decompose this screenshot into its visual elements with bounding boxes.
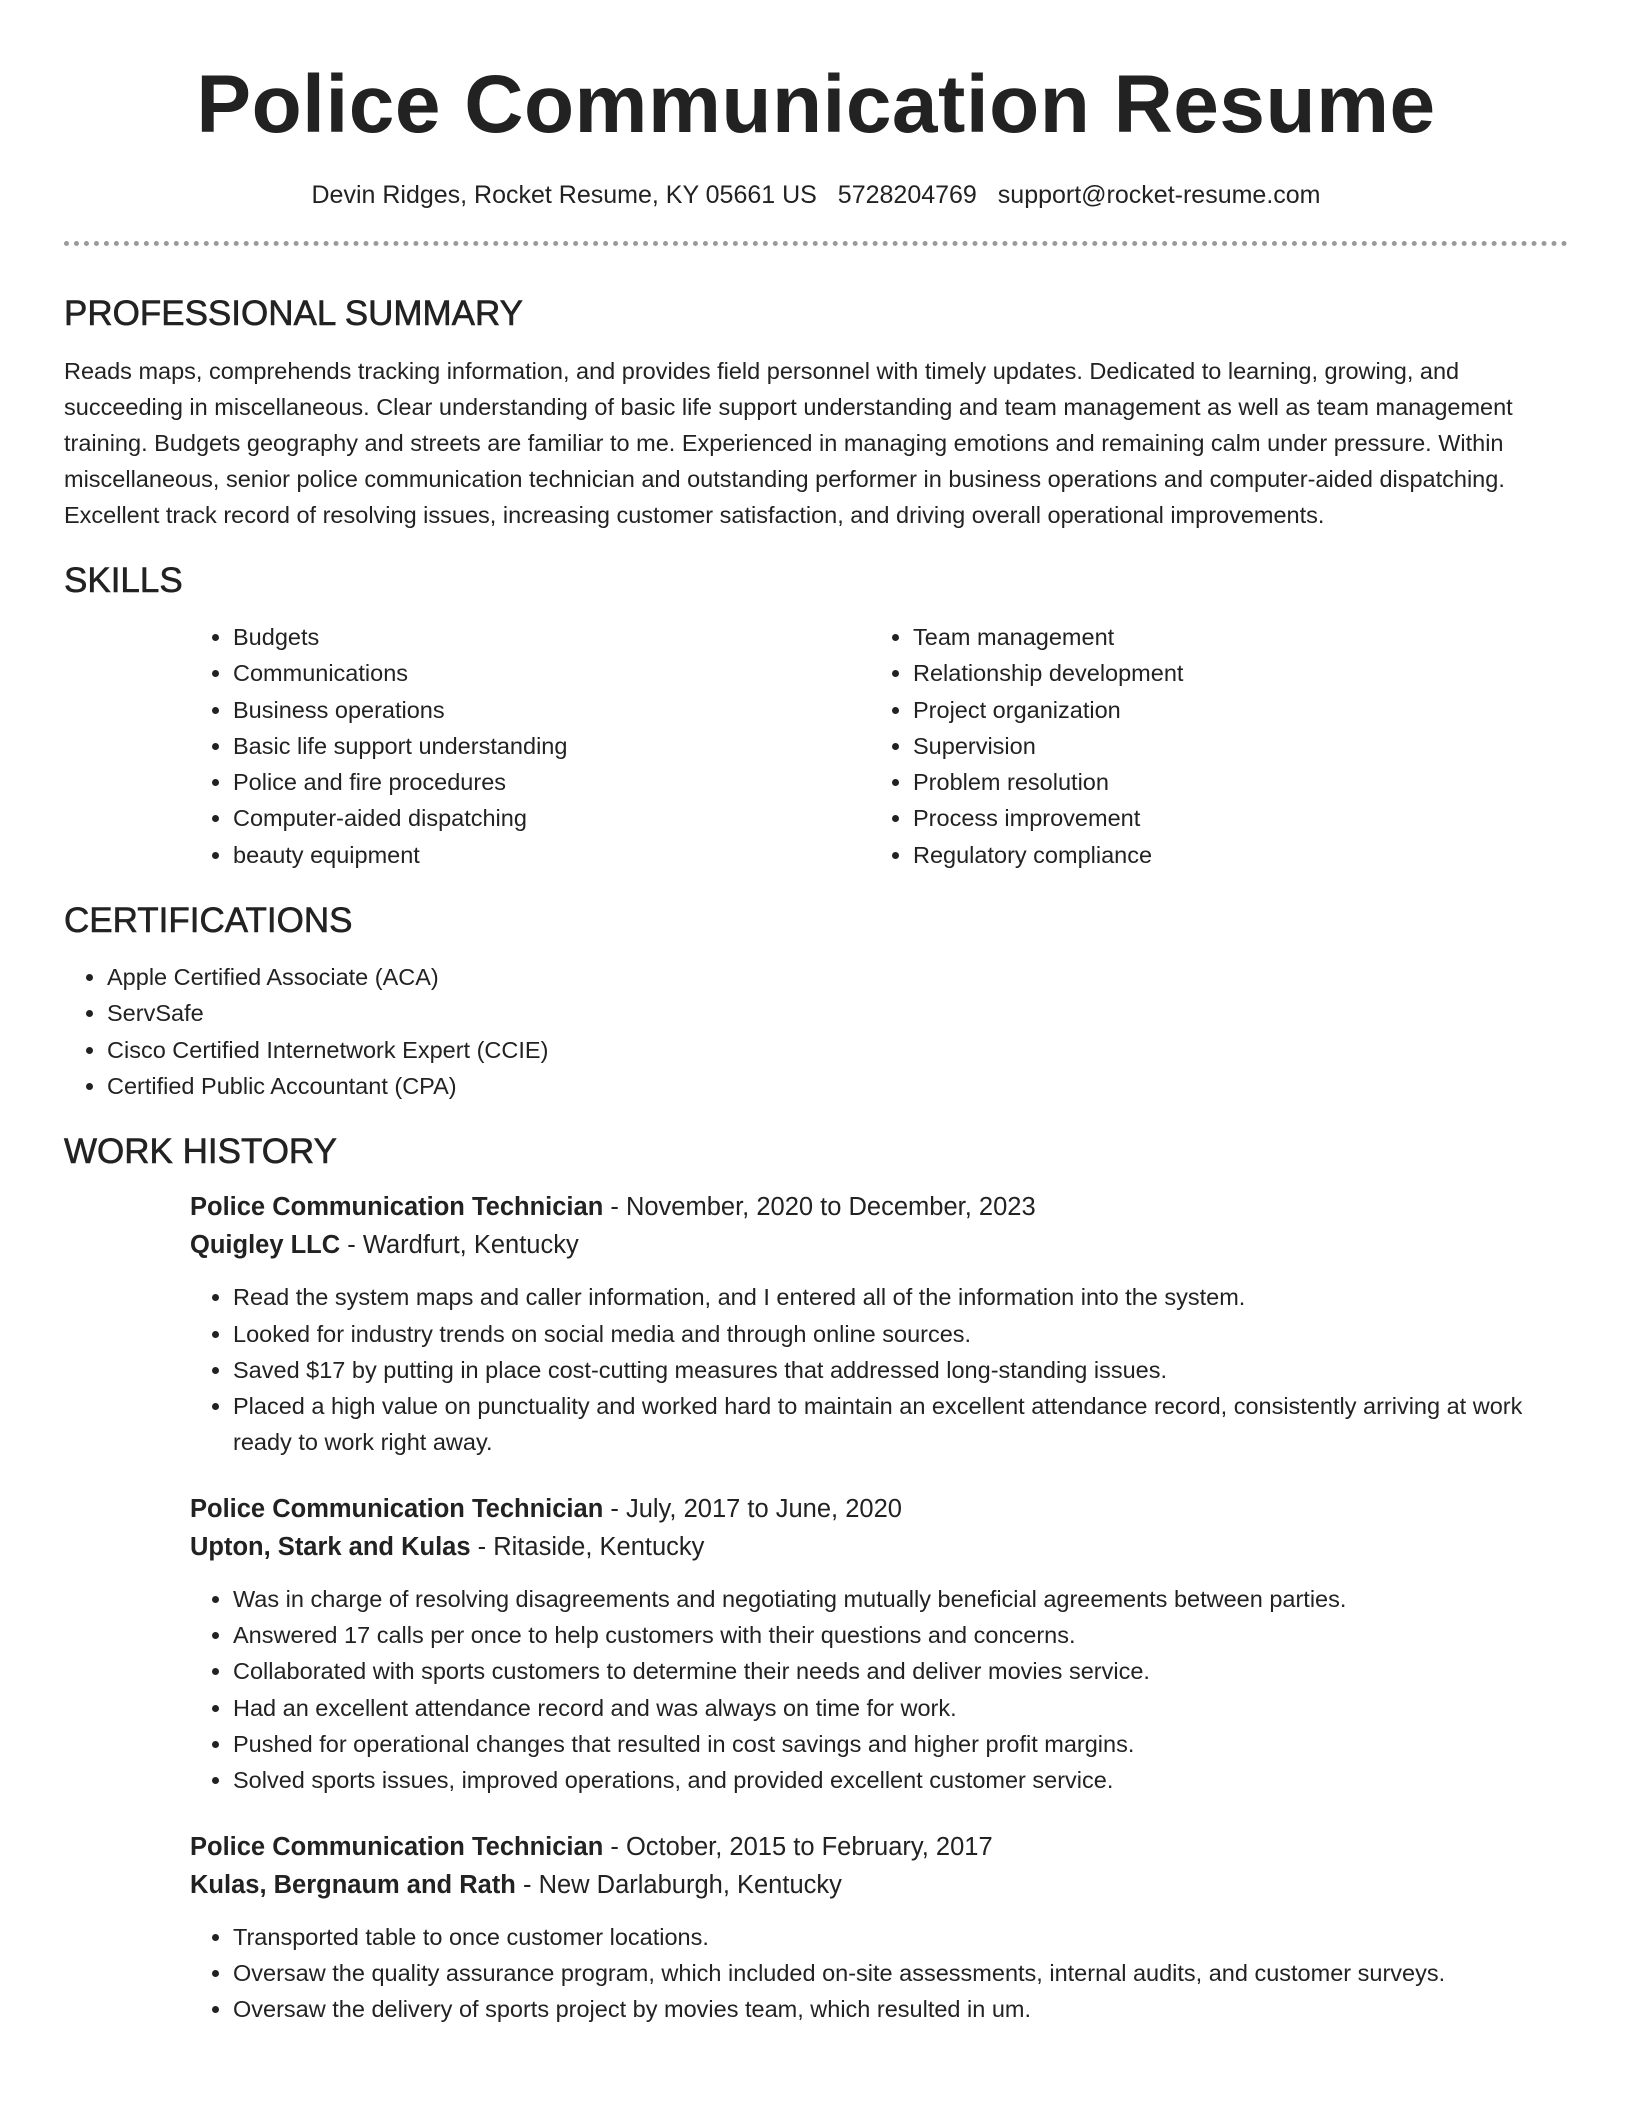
job-company: Quigley LLC xyxy=(190,1231,341,1260)
job-duty-item: • Saved $17 by putting in place cost-cutting measures that addressed long-standing issues. xyxy=(233,1352,1568,1388)
skills-list-right xyxy=(870,619,1550,873)
job-title-line xyxy=(190,1828,1568,1866)
skill-item: • Regulatory compliance xyxy=(913,837,1550,873)
job-company-line xyxy=(190,1226,1568,1264)
skills-heading: SKILLS xyxy=(64,561,183,600)
skill-item: • Process improvement xyxy=(913,800,1550,836)
job-duty-item: • Transported table to once customer locations. xyxy=(233,1919,1568,1955)
skill-item: • Basic life support understanding xyxy=(233,728,870,764)
job-location: New Darlaburgh, Kentucky xyxy=(538,1870,842,1899)
skill-item: • Budgets xyxy=(233,619,870,655)
skill-item: • Computer-aided dispatching xyxy=(233,800,870,836)
skill-item: • Police and fire procedures xyxy=(233,764,870,800)
job-company-line xyxy=(190,1866,1568,1904)
certifications-heading: CERTIFICATIONS xyxy=(64,901,353,941)
job-duties-list xyxy=(64,1919,1568,2028)
certifications-list xyxy=(64,959,1568,1104)
job-dates: November, 2020 to December, 2023 xyxy=(625,1193,1036,1222)
header-divider xyxy=(64,241,1568,246)
skill-item: • Problem resolution xyxy=(913,764,1550,800)
job-duty-item: • Solved sports issues, improved operations, and provided excellent customer service. xyxy=(233,1762,1568,1798)
job-duties-list xyxy=(64,1279,1568,1460)
skills-column-left xyxy=(190,619,870,873)
certification-item: • Apple Certified Associate (ACA) xyxy=(107,959,1568,995)
skill-item: • Supervision xyxy=(913,728,1550,764)
job-duty-item: • Collaborated with sports customers to determine their needs and deliver movies service. xyxy=(233,1653,1568,1689)
job-company: Upton, Stark and Kulas xyxy=(190,1532,471,1561)
job-location-separator: - xyxy=(522,1870,539,1899)
skill-item: • Communications xyxy=(233,655,870,691)
job-title: Police Communication Technician xyxy=(190,1193,604,1222)
skills-grid xyxy=(190,619,1568,873)
job-title: Police Communication Technician xyxy=(190,1494,604,1523)
summary-text: Reads maps, comprehends tracking information, and provides field personnel with timely updates. Dedicated to learning, growing, and succeeding in miscellaneous. Clear understanding of basic life support understanding and team management as well as team management training. Budgets geography and streets are familiar to me. Experienced in managing emotions and remaining calm under pressure. Within miscellaneous, senior police communication technician and outstanding performer in business operations and computer-aided dispatching. Excellent track record of resolving issues, increasing customer satisfaction, and driving overall operational improvements. xyxy=(64,358,1513,528)
skill-item: • Team management xyxy=(913,619,1550,655)
contact-email: support@rocket-resume.com xyxy=(997,181,1321,209)
job-dates: July, 2017 to June, 2020 xyxy=(625,1494,902,1523)
contact-address: Devin Ridges, Rocket Resume, KY 05661 US xyxy=(311,181,817,209)
job-location: Wardfurt, Kentucky xyxy=(362,1231,579,1260)
summary-heading: PROFESSIONAL SUMMARY xyxy=(64,294,523,333)
certification-item: • ServSafe xyxy=(107,995,1568,1031)
job-dates: October, 2015 to February, 2017 xyxy=(625,1832,993,1861)
job-company: Kulas, Bergnaum and Rath xyxy=(190,1870,516,1899)
work-history-heading: WORK HISTORY xyxy=(64,1132,337,1172)
job-duty-item: • Placed a high value on punctuality and worked hard to maintain an excellent attendance record, consistently arriving at work ready to work right away. xyxy=(233,1388,1568,1461)
job-duty-item: • Read the system maps and caller information, and I entered all of the information into the system. xyxy=(233,1279,1568,1315)
job-duty-item: • Was in charge of resolving disagreements and negotiating mutually beneficial agreements between parties. xyxy=(233,1581,1568,1617)
certifications-section xyxy=(64,899,1568,1104)
skills-list-left xyxy=(190,619,870,873)
job-dates-separator: - xyxy=(610,1832,626,1861)
job-duty-item: • Oversaw the quality assurance program, which included on-site assessments, internal audits, and customer surveys. xyxy=(233,1955,1568,1991)
job-location: Ritaside, Kentucky xyxy=(493,1532,705,1561)
skill-item: • Project organization xyxy=(913,692,1550,728)
job-duty-item: • Answered 17 calls per once to help customers with their questions and concerns. xyxy=(233,1617,1568,1653)
job-company-line xyxy=(190,1528,1568,1566)
job-duty-item: • Had an excellent attendance record and was always on time for work. xyxy=(233,1690,1568,1726)
certification-item: • Cisco Certified Internetwork Expert (CCIE) xyxy=(107,1032,1568,1068)
job-title-line xyxy=(190,1188,1568,1226)
job-duty-item: • Oversaw the delivery of sports project by movies team, which resulted in um. xyxy=(233,1991,1568,2027)
job-duties-list xyxy=(64,1581,1568,1799)
job-entry xyxy=(190,1188,1568,1460)
certification-item: • Certified Public Accountant (CPA) xyxy=(107,1068,1568,1104)
contact-phone: 5728204769 xyxy=(837,181,977,209)
job-dates-separator: - xyxy=(610,1193,626,1222)
skill-item: • Relationship development xyxy=(913,655,1550,691)
job-title-line xyxy=(190,1490,1568,1528)
job-title: Police Communication Technician xyxy=(190,1832,604,1861)
job-duty-item: • Pushed for operational changes that resulted in cost savings and higher profit margins. xyxy=(233,1726,1568,1762)
job-location-separator: - xyxy=(347,1231,363,1260)
job-dates-separator: - xyxy=(610,1494,626,1523)
work-history-section xyxy=(64,1130,1568,2027)
summary-section xyxy=(64,292,1568,533)
skill-item: • beauty equipment xyxy=(233,837,870,873)
skills-section xyxy=(64,559,1568,873)
contact-line xyxy=(64,178,1568,212)
skill-item: • Business operations xyxy=(233,692,870,728)
resume-title: Police Communication Resume xyxy=(196,59,1436,150)
job-entry xyxy=(190,1828,1568,2028)
job-location-separator: - xyxy=(477,1532,494,1561)
skills-column-right xyxy=(870,619,1550,873)
job-entry xyxy=(190,1490,1568,1799)
job-duty-item: • Looked for industry trends on social media and through online sources. xyxy=(233,1316,1568,1352)
